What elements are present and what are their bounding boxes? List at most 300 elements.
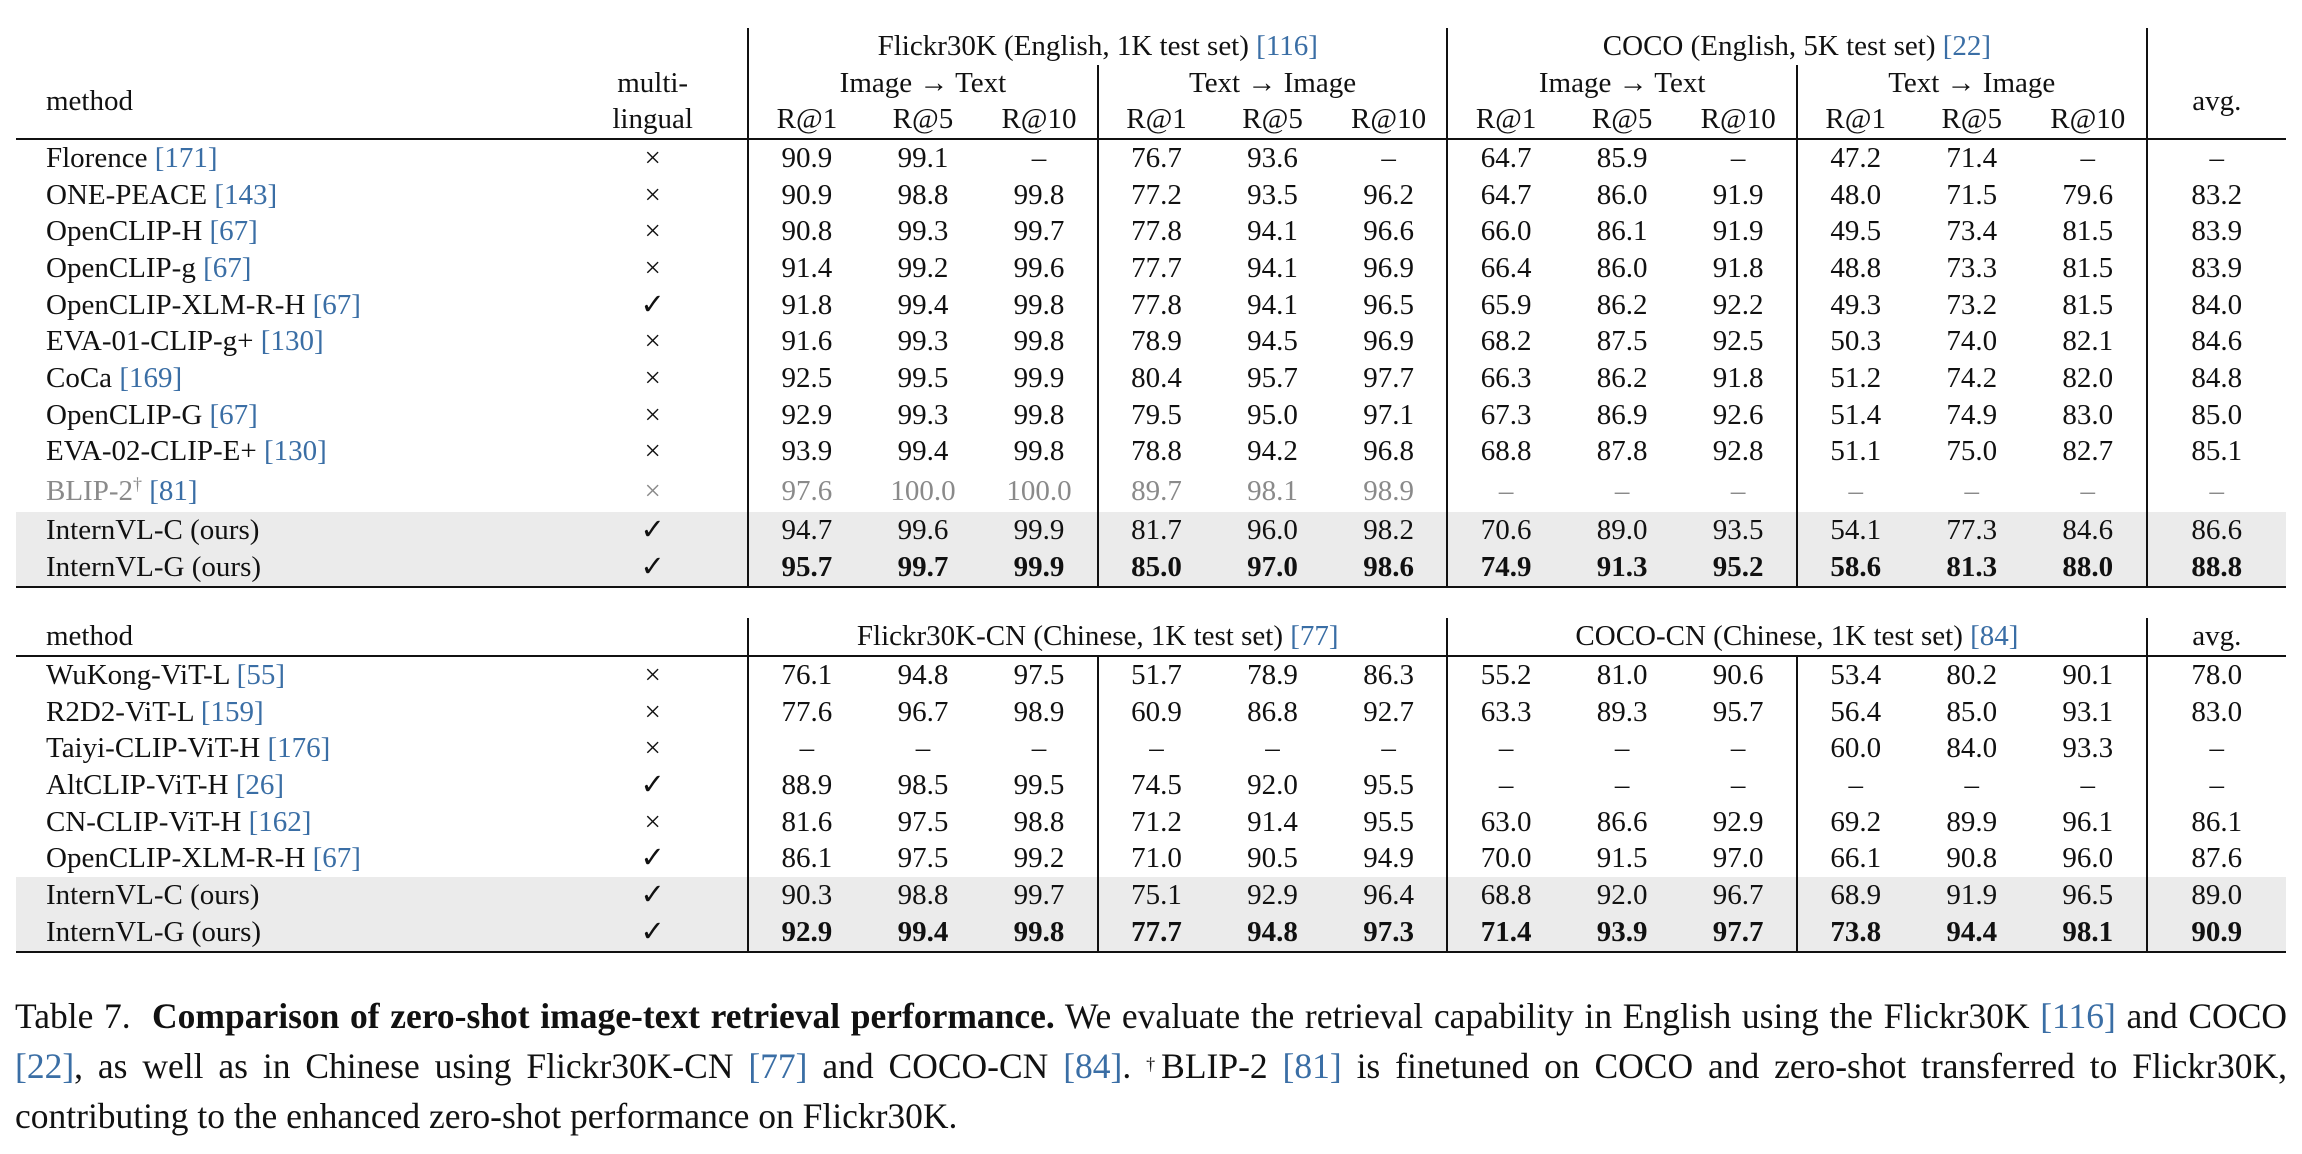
avg-cell: 78.0 [2147,656,2286,694]
table-row [16,397,2286,434]
caption-citation[interactable]: [81] [1282,1046,1342,1086]
value-cell: 90.8 [748,213,865,250]
value-cell: 86.1 [1596,215,1648,248]
value-cell: 91.9 [1712,215,1764,248]
value-cell: 54.1 [1797,512,1914,549]
flickr-group-header: Flickr30K (English, 1K test set) [116] [748,28,1447,65]
avg-cell: 85.1 [2147,434,2286,471]
caption-label: Table 7. [15,996,131,1036]
value-cell: 99.4 [865,914,982,952]
metric-header: R@5 [1913,101,2030,139]
value-cell: 94.9 [1363,842,1414,875]
citation-link[interactable]: [26] [235,768,285,801]
value-cell: 96.9 [1363,251,1414,284]
multilingual-cell: × [644,215,661,248]
value-cell: 78.8 [1098,434,1215,471]
value-cell: 86.8 [1247,695,1298,728]
citation-link[interactable]: [171] [154,141,218,174]
value-cell: 81.7 [1098,512,1215,549]
citation-link[interactable]: [81] [149,474,198,507]
value-cell: 97.7 [1363,361,1414,394]
value-cell: 65.9 [1447,287,1564,324]
value-cell: 64.7 [1447,177,1564,214]
citation-link[interactable]: [55] [236,658,285,691]
value-cell: 94.1 [1247,215,1298,248]
value-cell: 76.1 [748,656,865,694]
multilingual-cell: ✓ [558,914,748,952]
method-cell: CN-CLIP-ViT-H [162] [46,805,312,838]
value-cell: 99.6 [865,512,982,549]
value-cell: 88.9 [748,767,865,804]
value-cell: 68.2 [1447,323,1564,360]
value-cell: 99.6 [1013,251,1065,284]
table-row [16,213,2286,250]
avg-cell: 84.6 [2147,323,2286,360]
method-cell: CoCa [169] [46,361,183,394]
value-cell: 97.0 [1214,549,1331,587]
value-cell: 82.7 [2062,435,2114,468]
multilingual-cell: × [644,398,661,431]
value-cell: 89.7 [1098,470,1215,512]
multi-header-top [558,28,748,65]
multilingual-cell: × [644,141,661,174]
coco-group-header: COCO (English, 5K test set) [22] [1447,28,2146,65]
value-cell: 66.3 [1447,360,1564,397]
value-cell: 56.4 [1797,694,1914,731]
value-cell: 90.1 [2062,658,2114,691]
value-cell: 96.8 [1363,435,1414,468]
table-row [16,694,2286,731]
multilingual-cell: ✓ [640,842,665,875]
table-caption [15,991,2287,1141]
value-cell: 55.2 [1447,656,1564,694]
value-cell: 84.0 [1946,732,1998,765]
value-cell: 85.9 [1596,141,1648,174]
avg-cell: 84.0 [2147,287,2286,324]
value-cell: 83.0 [2062,398,2114,431]
value-cell: – [1381,141,1396,174]
value-cell: 63.3 [1447,694,1564,731]
value-cell: 97.1 [1363,398,1414,431]
value-cell: 87.8 [1596,435,1648,468]
value-cell: 92.2 [1712,288,1764,321]
value-cell: 98.8 [897,178,949,211]
avg-cell: – [2147,730,2286,767]
value-cell: 99.7 [981,877,1098,914]
method-header: method [16,101,558,139]
value-cell: 92.5 [1712,325,1764,358]
multilingual-cell: × [644,695,661,728]
value-cell: 91.3 [1564,549,1681,587]
value-cell: 96.0 [1214,512,1331,549]
metric-header: R@10 [1331,101,1448,139]
table-row [16,840,2286,877]
avg-cell: – [2147,767,2286,804]
value-cell: 99.3 [897,325,949,358]
dagger-mark: † [1146,1054,1162,1074]
value-cell: 93.1 [2062,695,2114,728]
value-cell: 73.3 [1946,251,1998,284]
caption-citation[interactable]: [116] [2040,996,2116,1036]
value-cell: 85.0 [1946,695,1998,728]
value-cell: 89.0 [1564,512,1681,549]
value-cell: 60.9 [1098,694,1215,731]
value-cell: 75.0 [1946,435,1998,468]
value-cell: 89.3 [1596,695,1648,728]
method-cell: ONE-PEACE [143] [46,178,278,211]
method-cell: BLIP-2† [81] [46,473,198,507]
value-cell: – [1447,470,1564,512]
method-cell: R2D2-ViT-L [159] [46,695,264,728]
value-cell: 96.9 [1363,325,1414,358]
table-row [16,804,2286,841]
value-cell: 77.8 [1098,287,1215,324]
value-cell: 100.0 [890,474,956,507]
value-cell: 98.2 [1331,512,1448,549]
avg-cell: – [2147,139,2286,177]
value-cell: 77.7 [1098,914,1215,952]
table-row [16,434,2286,471]
value-cell: 51.2 [1797,360,1914,397]
multilingual-cell: × [644,732,661,765]
metric-header: R@1 [748,101,865,139]
coco-i2t-header: Image → Text [1447,65,1797,101]
value-cell: – [1447,730,1564,767]
value-cell: – [915,732,931,765]
table-row [16,730,2286,767]
value-cell: – [1614,732,1630,765]
value-cell: 66.1 [1797,840,1914,877]
value-cell: 96.5 [2030,877,2147,914]
value-cell: 95.7 [1247,361,1298,394]
method-header-top [16,28,558,65]
caption-text: We evaluate the retrieval capability in English using the Flickr30K [1054,996,2041,1036]
citation-link[interactable]: [130] [260,325,324,358]
value-cell: 73.4 [1946,215,1998,248]
avg-header: avg. [2147,618,2286,656]
value-cell: 99.9 [981,549,1098,587]
value-cell: 99.8 [981,914,1098,952]
table-row [16,767,2286,804]
value-cell: 81.5 [2062,215,2114,248]
value-cell: 82.1 [2062,325,2114,358]
value-cell: 68.8 [1447,877,1564,914]
value-cell: 74.2 [1946,361,1998,394]
value-cell: 99.7 [1013,215,1065,248]
value-cell: 97.7 [1680,914,1797,952]
value-cell: 98.8 [1013,805,1065,838]
value-cell: 81.3 [1913,549,2030,587]
value-cell: 49.5 [1797,213,1914,250]
value-cell: 94.7 [748,512,865,549]
multilingual-cell: × [644,178,661,211]
english-table-body [16,139,2286,587]
value-cell: 90.9 [748,139,865,177]
value-cell: 94.8 [1214,914,1331,952]
value-cell: 86.9 [1596,398,1648,431]
value-cell: 82.0 [2062,361,2114,394]
citation-link[interactable]: [67] [203,251,252,284]
value-cell: 86.1 [748,840,865,877]
flickr-i2t-header: Image → Text [748,65,1098,101]
coco-t2i-header: Text → Image [1797,65,2147,101]
value-cell: 90.9 [748,177,865,214]
value-cell: – [1797,470,1914,512]
value-cell: 47.2 [1797,139,1914,177]
value-cell: 99.2 [897,251,949,284]
value-cell: 93.5 [1680,512,1797,549]
value-cell: 71.0 [1098,840,1215,877]
avg-cell: 85.0 [2147,397,2286,434]
value-cell: 51.1 [1797,434,1914,471]
citation-link[interactable]: [143] [214,178,278,211]
method-cell: OpenCLIP-XLM-R-H [67] [46,842,361,875]
value-cell: 87.5 [1596,325,1648,358]
method-cell: InternVL-C (ours) [16,512,558,549]
value-cell: – [1031,732,1047,765]
metric-header: R@1 [1447,101,1564,139]
table-row [16,360,2286,397]
value-cell: 99.8 [1013,178,1065,211]
value-cell: 91.8 [1712,361,1764,394]
method-cell: OpenCLIP-H [67] [46,215,258,248]
value-cell: 96.2 [1363,178,1414,211]
caption-text: is finetuned on COCO and zero-shot transferred to Flickr30K, contributing to the enhanced zero-shot performance on Flickr30K. [15,1046,2288,1136]
value-cell: 95.7 [748,549,865,587]
value-cell: 99.8 [1013,325,1065,358]
value-cell: 99.8 [1013,288,1065,321]
value-cell: 77.6 [748,694,865,731]
value-cell: 91.4 [748,250,865,287]
value-cell: – [1447,767,1564,804]
metric-header: R@1 [1797,101,1914,139]
multilingual-cell: × [644,251,661,284]
value-cell: 91.8 [1712,251,1764,284]
dagger-mark: † [133,473,142,494]
citation-link[interactable]: [176] [267,732,331,765]
value-cell: 100.0 [1006,474,1072,507]
method-cell: InternVL-G (ours) [16,914,558,952]
value-cell: 86.3 [1363,658,1414,691]
value-cell: 85.0 [1098,549,1215,587]
metric-header: R@5 [1564,101,1681,139]
method-cell: InternVL-G (ours) [16,549,558,587]
citation-link[interactable]: [162] [248,805,312,838]
chinese-retrieval-table [16,618,2286,953]
method-header: method [16,618,558,656]
value-cell: 90.6 [1712,658,1764,691]
metric-header: R@10 [981,101,1098,139]
multilingual-cell: ✓ [640,768,665,801]
multilingual-cell: × [644,325,661,358]
multi-header-line1: multi- [617,66,689,99]
flickr-t2i-header: Text → Image [1098,65,1448,101]
citation-link[interactable]: [130] [264,435,327,468]
table-row [16,512,2286,549]
value-cell: 58.6 [1797,549,1914,587]
table-row [16,323,2286,360]
value-cell: – [1730,474,1746,507]
chinese-table-body [16,656,2286,952]
value-cell: – [748,730,865,767]
value-cell: 81.0 [1596,658,1648,691]
citation-link[interactable]: [67] [209,398,258,431]
value-cell: 97.6 [748,470,865,512]
multilingual-cell: ✓ [558,877,748,914]
caption-text: and COCO-CN [807,1046,1064,1086]
multilingual-cell: × [644,361,661,394]
avg-cell: 83.9 [2147,213,2286,250]
value-cell: 94.4 [1913,914,2030,952]
value-cell: 78.9 [1098,323,1215,360]
metric-header: R@5 [865,101,982,139]
value-cell: 49.3 [1797,287,1914,324]
value-cell: 78.9 [1247,658,1298,691]
value-cell: 75.1 [1098,877,1215,914]
caption-text: BLIP-2 [1161,1046,1283,1086]
value-cell: 97.5 [897,805,949,838]
value-cell: 96.4 [1331,877,1448,914]
value-cell: 95.5 [1363,768,1414,801]
value-cell: 96.7 [1680,877,1797,914]
value-cell: – [2080,768,2096,801]
avg-cell: 87.6 [2147,840,2286,877]
value-cell: – [1614,768,1630,801]
value-cell: 92.9 [748,914,865,952]
value-cell: 86.0 [1596,178,1648,211]
avg-cell: 86.6 [2147,512,2286,549]
metric-header: R@10 [2030,101,2147,139]
value-cell: 77.8 [1098,213,1215,250]
avg-cell: 83.9 [2147,250,2286,287]
value-cell: 74.5 [1098,767,1215,804]
citation-link[interactable]: [67] [312,288,361,321]
value-cell: 98.8 [865,877,982,914]
value-cell: – [1730,768,1746,801]
caption-citation[interactable]: [84] [1063,1046,1123,1086]
value-cell: 99.8 [1013,435,1065,468]
value-cell: 67.3 [1447,397,1564,434]
value-cell: 71.5 [1946,178,1998,211]
value-cell: 73.2 [1946,288,1998,321]
value-cell: 70.6 [1447,512,1564,549]
value-cell: 99.8 [1013,398,1065,431]
value-cell: 99.3 [897,398,949,431]
value-cell: 81.5 [2062,251,2114,284]
citation-link[interactable]: [169] [119,361,183,394]
multilingual-cell: × [644,474,661,507]
value-cell: 98.9 [1013,695,1065,728]
value-cell: 66.0 [1447,213,1564,250]
avg-cell: 86.1 [2147,804,2286,841]
value-cell: 98.6 [1331,549,1448,587]
value-cell: 68.9 [1797,877,1914,914]
value-cell: 79.5 [1098,397,1215,434]
method-cell: Taiyi-CLIP-ViT-H [176] [46,732,331,765]
value-cell: 68.8 [1447,434,1564,471]
value-cell: 93.9 [748,434,865,471]
value-cell: 94.1 [1247,288,1298,321]
value-cell: – [1730,141,1746,174]
citation-link[interactable]: [67] [209,215,258,248]
value-cell: 51.7 [1098,656,1215,694]
value-cell: – [1797,767,1914,804]
multi-header-line2: lingual [558,101,748,139]
table-row [16,470,2286,512]
value-cell: – [1730,732,1746,765]
caption-text: , as well as in Chinese using Flickr30K-CN [74,1046,749,1086]
citation-link[interactable]: [67] [312,842,361,875]
value-cell: 86.6 [1596,805,1648,838]
value-cell: 97.5 [1013,658,1065,691]
value-cell: – [1964,474,1979,507]
flickr-cn-group-header: Flickr30K-CN (Chinese, 1K test set) [77] [748,618,1447,656]
caption-text: . [1122,1046,1147,1086]
value-cell: 71.4 [1447,914,1564,952]
value-cell: 64.7 [1447,139,1564,177]
value-cell: 77.7 [1098,250,1215,287]
value-cell: 92.7 [1363,695,1414,728]
caption-citation[interactable]: [22] [15,1046,75,1086]
value-cell: 92.9 [1214,877,1331,914]
multilingual-cell: × [644,805,661,838]
value-cell: 96.1 [2062,805,2114,838]
value-cell: 80.2 [1946,658,1998,691]
method-cell: EVA-02-CLIP-E+ [130] [46,435,327,468]
value-cell: 92.0 [1247,768,1298,801]
value-cell: – [1964,768,1979,801]
value-cell: 71.2 [1098,804,1215,841]
value-cell: 91.9 [1913,877,2030,914]
value-cell: 48.8 [1797,250,1914,287]
caption-text: and COCO [2115,996,2288,1036]
value-cell: 95.2 [1680,549,1797,587]
value-cell: 77.3 [1913,512,2030,549]
value-cell: 98.9 [1363,474,1414,507]
value-cell: 99.7 [865,549,982,587]
citation-link[interactable]: [159] [200,695,264,728]
method-cell: AltCLIP-ViT-H [26] [46,768,285,801]
value-cell: 81.5 [2062,288,2114,321]
value-cell: 96.7 [897,695,949,728]
value-cell: 98.1 [2030,914,2147,952]
value-cell: 99.5 [1013,768,1065,801]
metric-header: R@1 [1098,101,1215,139]
value-cell: 74.9 [1447,549,1564,587]
method-cell: WuKong-ViT-L [55] [46,658,285,691]
value-cell: 50.3 [1797,323,1914,360]
value-cell: 79.6 [2062,178,2114,211]
avg-cell: 90.9 [2147,914,2286,952]
avg-cell: 89.0 [2147,877,2286,914]
coco-cn-group-header: COCO-CN (Chinese, 1K test set) [84] [1447,618,2146,656]
table-row [16,287,2286,324]
method-cell: OpenCLIP-g [67] [46,251,252,284]
value-cell: 90.3 [748,877,865,914]
value-cell: – [1381,732,1396,765]
value-cell: 88.0 [2030,549,2147,587]
value-cell: 66.4 [1447,250,1564,287]
table-row [16,250,2286,287]
value-cell: 81.6 [748,804,865,841]
method-cell: InternVL-C (ours) [16,877,558,914]
table-row [16,177,2286,214]
value-cell: 94.2 [1247,435,1298,468]
value-cell: 69.2 [1797,804,1914,841]
value-cell: 97.3 [1331,914,1448,952]
caption-citation[interactable]: [77] [748,1046,808,1086]
table-row [16,549,2286,587]
